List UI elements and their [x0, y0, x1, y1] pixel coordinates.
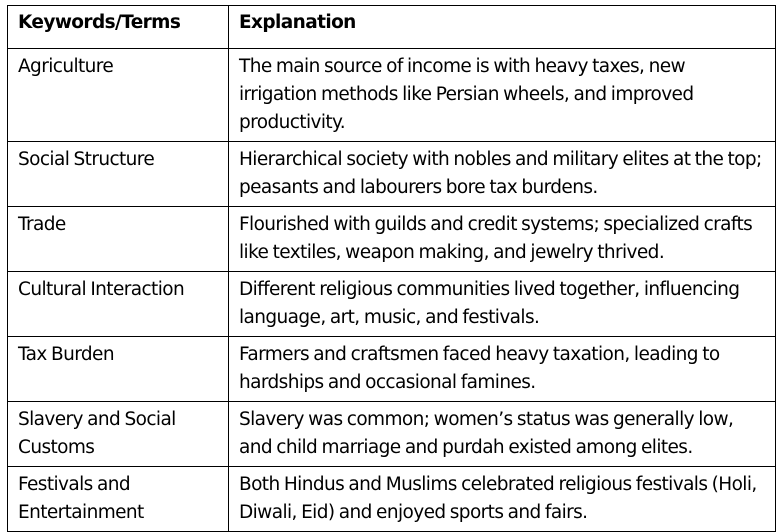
term-cell: Tax Burden — [8, 337, 229, 402]
table-row — [8, 49, 776, 142]
term-cell: Social Structure — [8, 142, 229, 207]
table-row — [8, 142, 776, 207]
explanation-cell: Farmers and craftsmen faced heavy taxation, leading to hardships and occasional famines. — [229, 337, 776, 402]
table-row — [8, 402, 776, 467]
keywords-table-container — [7, 5, 775, 532]
term-cell: Slavery and Social Customs — [8, 402, 229, 467]
keywords-table — [7, 5, 776, 532]
term-cell: Cultural Interaction — [8, 272, 229, 337]
explanation-cell: Hierarchical society with nobles and military elites at the top; peasants and labourers bore tax burdens. — [229, 142, 776, 207]
table-row — [8, 467, 776, 532]
explanation-cell: Both Hindus and Muslims celebrated religious festivals (Holi, Diwali, Eid) and enjoyed sports and fairs. — [229, 467, 776, 532]
header-keywords-terms: Keywords/Terms — [8, 6, 229, 49]
explanation-cell: The main source of income is with heavy taxes, new irrigation methods like Persian wheels, and improved productivity. — [229, 49, 776, 142]
header-explanation: Explanation — [229, 6, 776, 49]
explanation-cell: Flourished with guilds and credit systems; specialized crafts like textiles, weapon making, and jewelry thrived. — [229, 207, 776, 272]
term-cell: Agriculture — [8, 49, 229, 142]
explanation-cell: Different religious communities lived together, influencing language, art, music, and festivals. — [229, 272, 776, 337]
table-header-row — [8, 6, 776, 49]
term-cell: Trade — [8, 207, 229, 272]
table-row — [8, 207, 776, 272]
explanation-cell: Slavery was common; women’s status was generally low, and child marriage and purdah existed among elites. — [229, 402, 776, 467]
table-row — [8, 337, 776, 402]
term-cell: Festivals and Entertainment — [8, 467, 229, 532]
table-row — [8, 272, 776, 337]
